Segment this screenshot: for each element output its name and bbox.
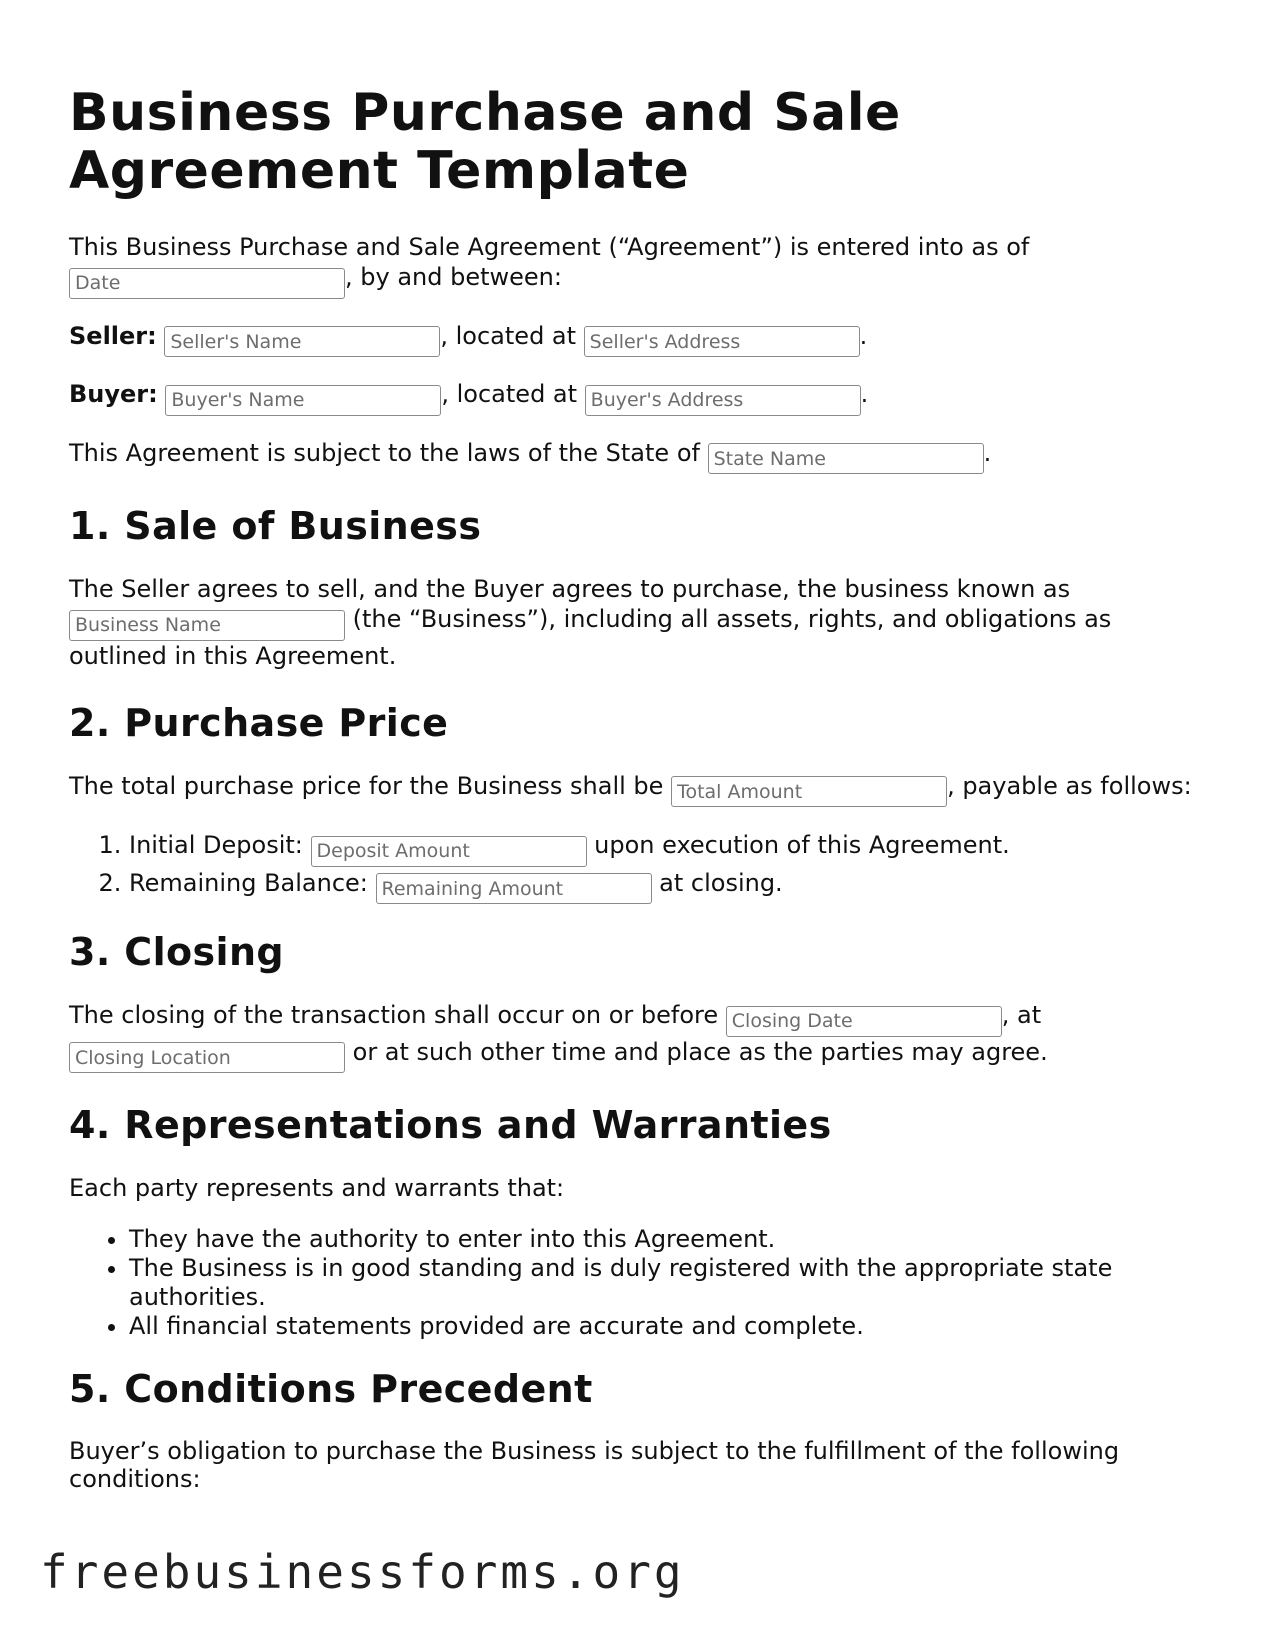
- conditions-intro: Buyer’s obligation to purchase the Business is subject to the fulfillment of the following conditions:: [69, 1437, 1120, 1493]
- price-paragraph: [69, 771, 1199, 808]
- law-end-text: .: [983, 438, 992, 467]
- buyer-end-text: .: [860, 380, 869, 408]
- intro-paragraph: [69, 232, 1199, 299]
- closing-text: The closing of the transaction shall occur on or before: [69, 1001, 726, 1029]
- law-text: This Agreement is subject to the laws of the State of: [69, 438, 708, 467]
- section-heading-reps: 4. Representations and Warranties: [69, 1103, 832, 1147]
- seller-end-text: .: [859, 321, 868, 350]
- seller-address-input[interactable]: [584, 326, 860, 357]
- closing-location-input[interactable]: [69, 1042, 345, 1073]
- buyer-address-input[interactable]: [585, 385, 861, 416]
- section-heading-sale: 1. Sale of Business: [69, 504, 482, 548]
- reps-intro: Each party represents and warrants that:: [69, 1174, 565, 1202]
- date-input[interactable]: [69, 268, 345, 299]
- buyer-located-text: , located at: [441, 380, 585, 408]
- intro-after-text: , by and between:: [345, 263, 562, 291]
- list-item: [129, 829, 1199, 867]
- page-title: Business Purchase and Sale Agreement Template: [69, 83, 901, 201]
- closing-paragraph: [69, 1000, 1199, 1073]
- balance-after-text: at closing.: [651, 868, 783, 897]
- total-amount-input[interactable]: [671, 776, 947, 807]
- governing-law-line: [69, 438, 1199, 475]
- price-text: The total purchase price for the Business shall be: [69, 771, 672, 800]
- seller-located-text: , located at: [440, 321, 584, 350]
- reps-list: [69, 1225, 1199, 1341]
- deposit-label: Initial Deposit:: [129, 831, 311, 859]
- seller-label: Seller:: [69, 321, 157, 350]
- section-heading-closing: 3. Closing: [69, 930, 285, 974]
- seller-line: [69, 321, 1199, 358]
- business-name-input[interactable]: [69, 610, 345, 641]
- list-item: • All financial statements provided are accurate and complete.: [129, 1312, 1199, 1341]
- seller-name-input[interactable]: [164, 326, 440, 357]
- deposit-amount-input[interactable]: [311, 836, 587, 867]
- intro-text: This Business Purchase and Sale Agreement (“Agreement”) is entered into as of: [69, 233, 1030, 261]
- buyer-line: [69, 379, 1199, 416]
- agreement-document: [69, 84, 1199, 1515]
- deposit-after-text: upon execution of this Agreement.: [586, 831, 1010, 859]
- remaining-amount-input[interactable]: [376, 873, 652, 904]
- sale-text: The Seller agrees to sell, and the Buyer agrees to purchase, the business known as: [69, 575, 1071, 603]
- buyer-label: Buyer:: [69, 380, 158, 408]
- closing-date-input[interactable]: [726, 1006, 1002, 1037]
- state-name-input[interactable]: [708, 443, 984, 474]
- price-after-text: , payable as follows:: [947, 771, 1192, 800]
- list-item: [129, 867, 1199, 905]
- buyer-name-input[interactable]: [165, 385, 441, 416]
- closing-middle-text: , at: [1001, 1001, 1042, 1029]
- closing-after-text: or at such other time and place as the parties may agree.: [345, 1037, 1048, 1066]
- section-heading-price: 2. Purchase Price: [69, 700, 449, 745]
- payment-list: [69, 829, 1199, 904]
- sale-paragraph: [69, 574, 1199, 671]
- watermark: freebusinessforms.org: [40, 1545, 685, 1599]
- balance-label: Remaining Balance:: [129, 868, 376, 897]
- sale-after-text: (the “Business”), including all assets, rights, and obligations as outlined in this Agreement.: [69, 605, 1112, 670]
- section-heading-conditions: 5. Conditions Precedent: [69, 1367, 593, 1411]
- list-item: • The Business is in good standing and is duly registered with the appropriate state authorities.: [129, 1254, 1199, 1312]
- list-item: • They have the authority to enter into this Agreement.: [129, 1225, 1199, 1254]
